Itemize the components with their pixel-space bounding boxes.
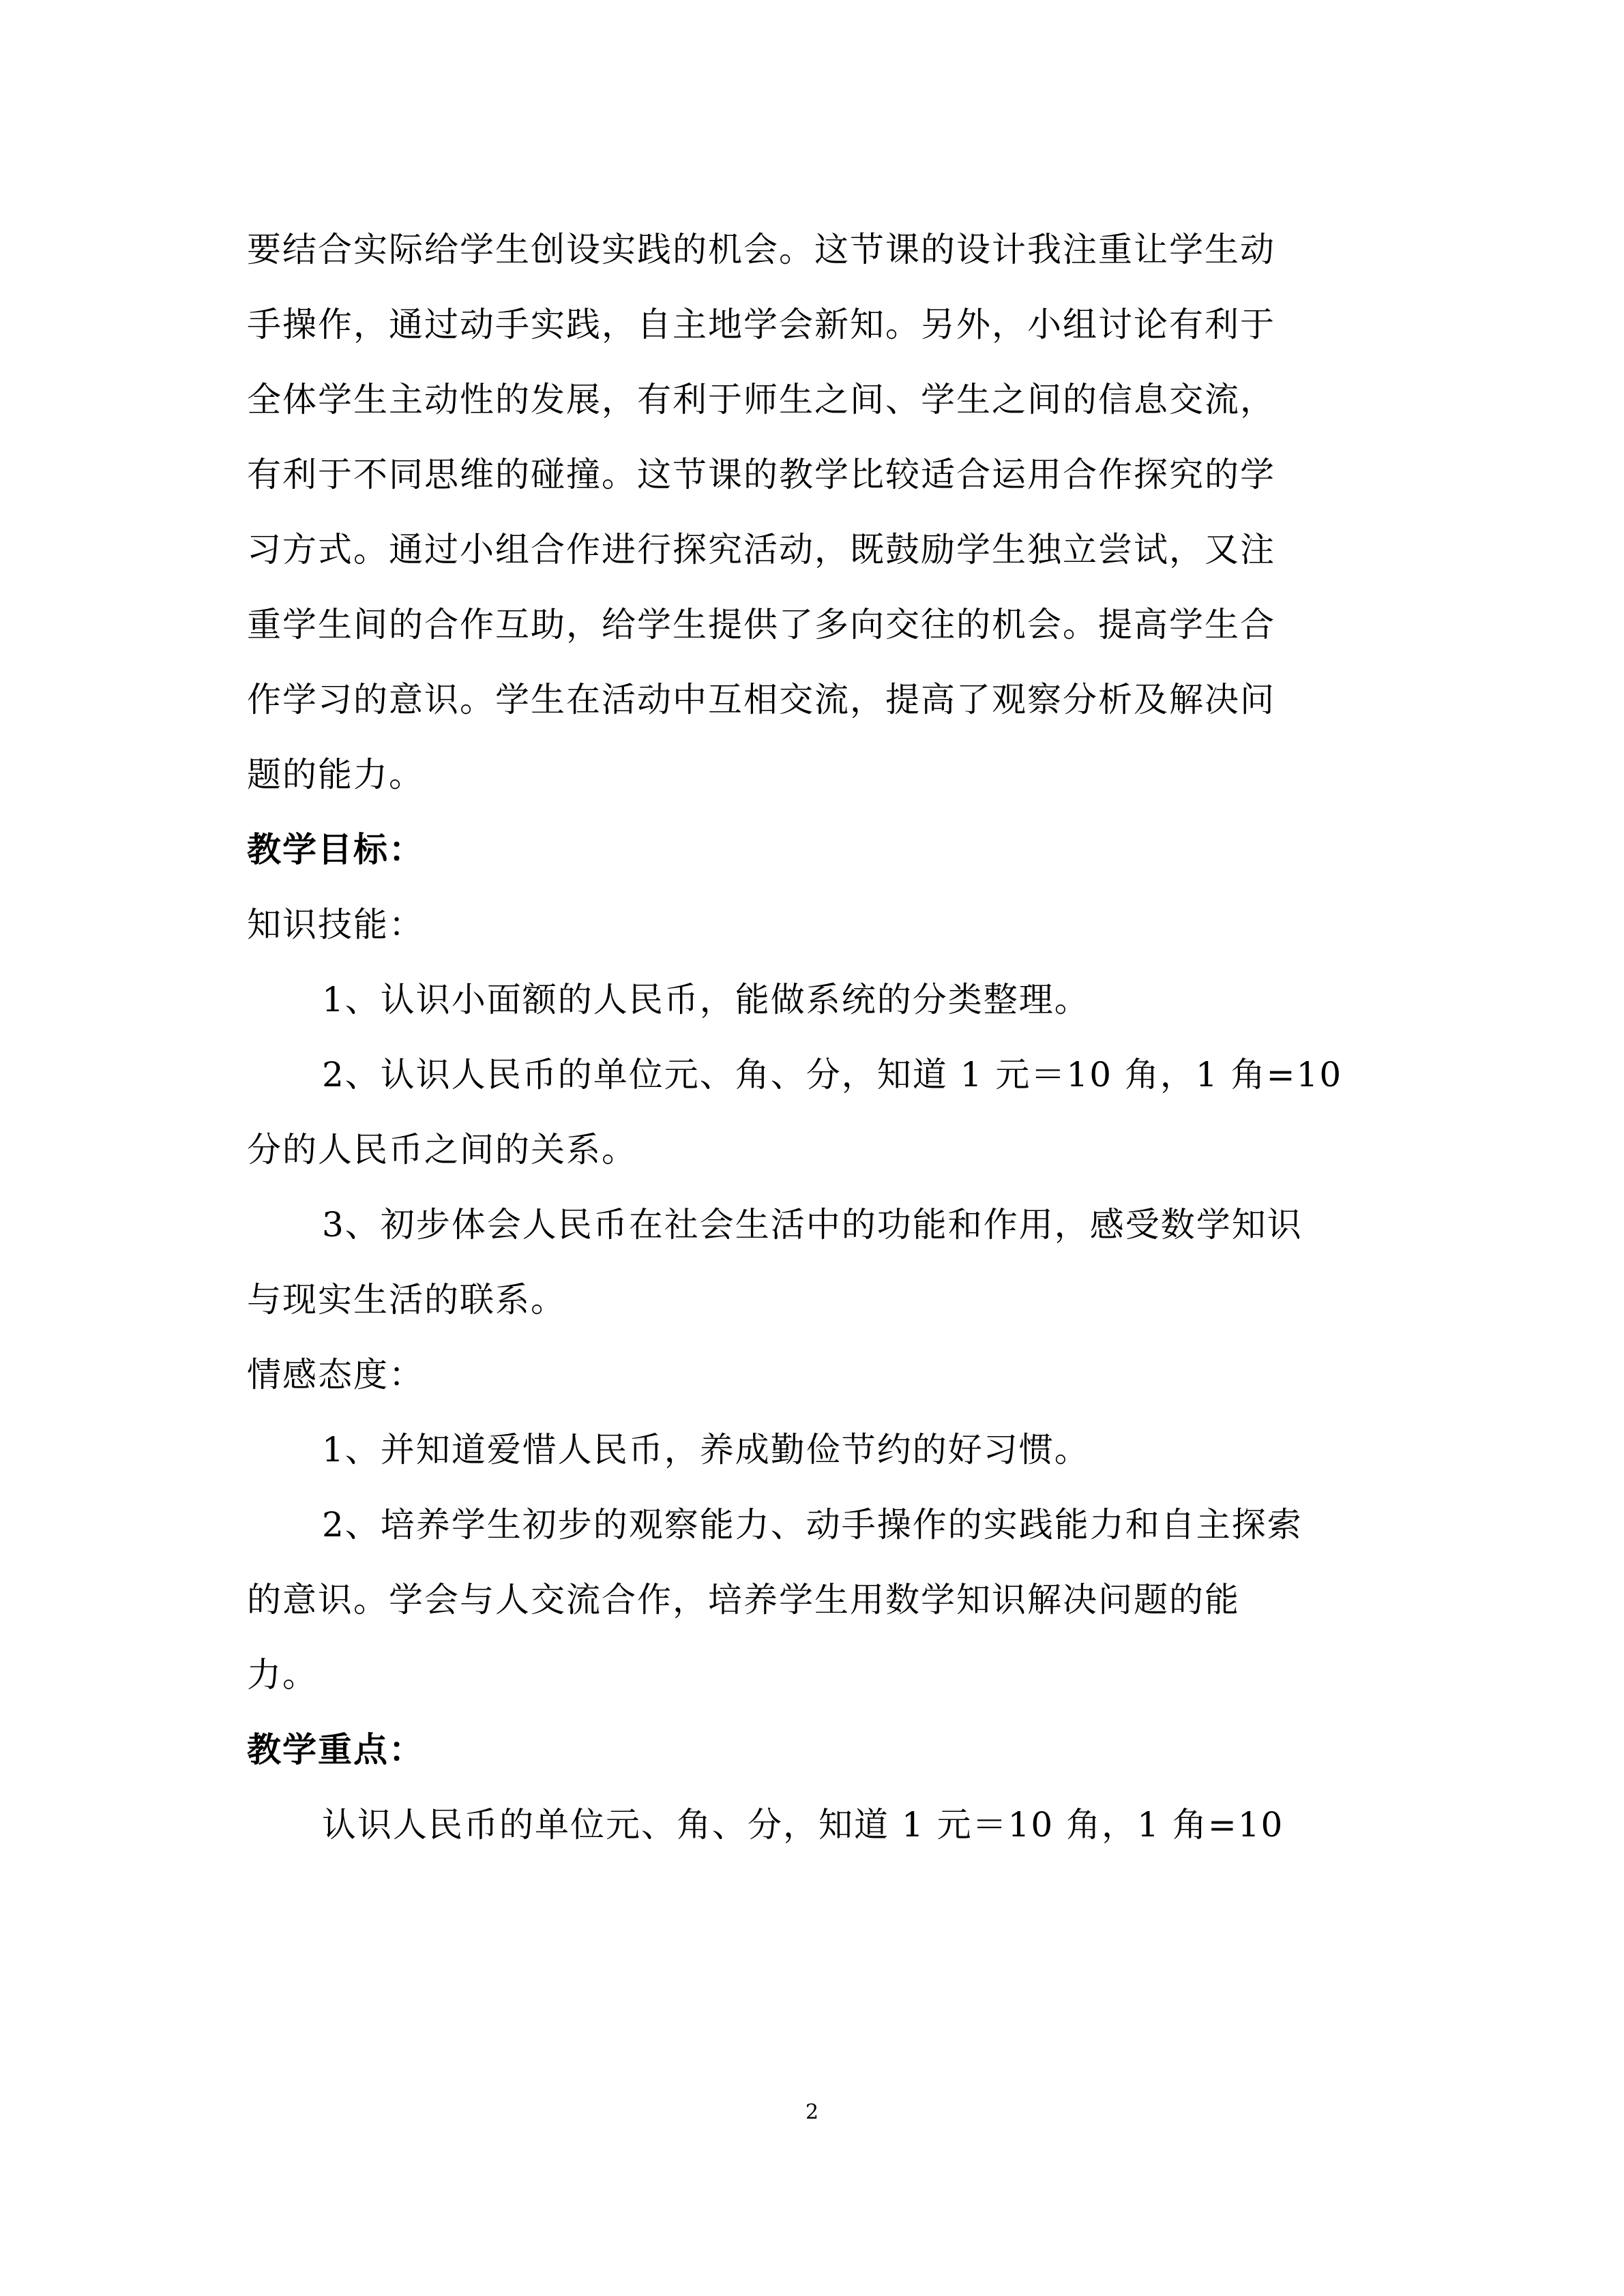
- emotion-item: 2、培养学生初步的观察能力、动手操作的实践能力和自主探索: [322, 1505, 1303, 1545]
- knowledge-item: 1、认识小面额的人民币，能做系统的分类整理。: [322, 980, 1090, 1019]
- body-text-line: 作学习的意识。学生在活动中互相交流，提高了观察分析及解决问: [247, 680, 1275, 719]
- page-number: 2: [805, 2100, 819, 2124]
- subheading-knowledge: 知识技能：: [247, 905, 424, 944]
- body-text-line: 有利于不同思维的碰撞。这节课的教学比较适合运用合作探究的学: [247, 455, 1275, 494]
- knowledge-item: 3、初步体会人民币在社会生活中的功能和作用，感受数学知识: [322, 1205, 1303, 1244]
- emotion-item: 1、并知道爱惜人民币，养成勤俭节约的好习惯。: [322, 1430, 1090, 1470]
- knowledge-item-continued: 分的人民币之间的关系。: [247, 1130, 637, 1169]
- emotion-item-continued: 的意识。学会与人交流合作，培养学生用数学知识解决问题的能: [247, 1580, 1240, 1620]
- section-heading-goals: 教学目标：: [247, 829, 424, 869]
- body-text-line: 手操作，通过动手实践，自主地学会新知。另外，小组讨论有利于: [247, 305, 1275, 344]
- knowledge-item-continued: 与现实生活的联系。: [247, 1280, 566, 1320]
- body-text-line: 重学生间的合作互助，给学生提供了多向交往的机会。提高学生合: [247, 605, 1275, 644]
- emotion-item-continued: 力。: [247, 1655, 318, 1695]
- body-text-line: 习方式。通过小组合作进行探究活动，既鼓励学生独立尝试，又注: [247, 530, 1275, 569]
- body-text-line: 全体学生主动性的发展，有利于师生之间、学生之间的信息交流，: [247, 380, 1275, 419]
- section-heading-key-points: 教学重点：: [247, 1729, 424, 1770]
- key-points-text: 认识人民币的单位元、角、分，知道 1 元＝10 角，1 角=10: [322, 1805, 1284, 1845]
- subheading-emotion: 情感态度：: [247, 1355, 424, 1395]
- knowledge-item: 2、认识人民币的单位元、角、分，知道 1 元＝10 角，1 角=10: [322, 1055, 1343, 1094]
- body-text-line: 题的能力。: [247, 755, 424, 794]
- body-text-line: 要结合实际给学生创设实践的机会。这节课的设计我注重让学生动: [247, 230, 1275, 269]
